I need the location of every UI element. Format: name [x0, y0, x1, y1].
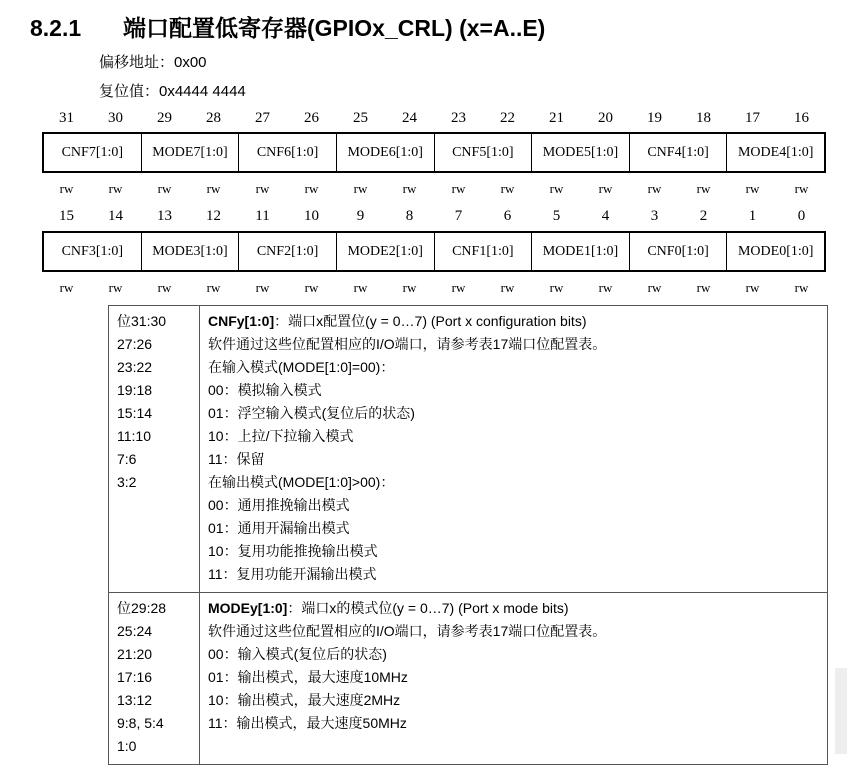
access-label: rw — [157, 280, 172, 295]
register-field: MODE1[1:0] — [532, 233, 630, 270]
bit-number: 23 — [451, 110, 466, 126]
cnf-heading: ：端口x配置位(y = 0…7) (Port x configuration bits) — [274, 313, 587, 329]
register-field: MODE3[1:0] — [142, 233, 240, 270]
register-field: CNF4[1:0] — [630, 134, 728, 171]
bit-number: 19 — [647, 110, 662, 126]
access-label: rw — [353, 181, 368, 196]
bit-range: 1:0 — [117, 738, 137, 754]
access-label: rw — [108, 181, 123, 196]
bit-range: 3:2 — [117, 474, 137, 490]
bit-range: 27:26 — [117, 336, 153, 352]
description-line: 00：通用推挽输出模式 — [208, 497, 350, 513]
bit-number: 7 — [454, 208, 463, 224]
description-line: 10：上拉/下拉输入模式 — [208, 428, 354, 444]
register-field: CNF6[1:0] — [239, 134, 337, 171]
access-label: rw — [353, 280, 368, 295]
register-field: MODE7[1:0] — [142, 134, 240, 171]
access-label: rw — [598, 181, 613, 196]
bit-number: 6 — [503, 208, 512, 224]
bit-number: 3 — [650, 208, 659, 224]
bit-numbers-high — [42, 110, 826, 127]
bit-range: 9:8, 5:4 — [117, 715, 164, 731]
bit-number: 11 — [255, 208, 270, 224]
access-label: rw — [157, 181, 172, 196]
access-label: rw — [549, 181, 564, 196]
description-line: 10：复用功能推挽输出模式 — [208, 543, 378, 559]
access-label: rw — [59, 181, 74, 196]
description-line: 01：输出模式，最大速度10MHz — [208, 669, 408, 685]
mode-name: MODEy[1:0] — [208, 600, 288, 616]
bit-number: 0 — [797, 208, 806, 224]
register-field: CNF3[1:0] — [44, 233, 142, 270]
register-field: CNF5[1:0] — [435, 134, 533, 171]
description-line: 10：输出模式，最大速度2MHz — [208, 692, 401, 708]
description-line: 在输出模式(MODE[1:0]>00)： — [208, 474, 395, 490]
section-title — [30, 10, 545, 43]
register-field: MODE0[1:0] — [737, 243, 814, 259]
description-line: 软件通过这些位配置相应的I/O端口，请参考表17端口位配置表。 — [208, 336, 607, 352]
access-label: rw — [500, 181, 515, 196]
bit-number: 4 — [601, 208, 610, 224]
description-line: 01：浮空输入模式(复位后的状态) — [208, 405, 415, 421]
offset-address: 偏移地址：0x00 — [99, 54, 207, 71]
bit-description-table — [108, 305, 828, 765]
register-field: CNF0[1:0] — [630, 233, 728, 270]
bit-range: 13:12 — [117, 692, 153, 708]
register-field: MODE6[1:0] — [337, 134, 435, 171]
register-fields-high — [42, 132, 826, 173]
description-line: 11：保留 — [208, 451, 265, 467]
register-fields-low — [42, 231, 826, 272]
bit-number: 1 — [748, 208, 757, 224]
access-label: rw — [745, 181, 760, 196]
bit-number: 16 — [794, 110, 809, 126]
description-line: 00：模拟输入模式 — [208, 382, 322, 398]
register-field: CNF1[1:0] — [435, 233, 533, 270]
description-line: 11：输出模式，最大速度50MHz — [208, 715, 407, 731]
access-label: rw — [794, 280, 809, 295]
access-label: rw — [549, 280, 564, 295]
bit-numbers-low — [42, 208, 826, 225]
section-number: 8.2.1 — [30, 15, 82, 41]
bit-number: 10 — [304, 208, 319, 224]
description-line: 软件通过这些位配置相应的I/O端口，请参考表17端口位配置表。 — [208, 623, 607, 639]
cnf-name: CNFy[1:0] — [208, 313, 275, 329]
bit-number: 9 — [356, 208, 365, 224]
mode-row — [109, 593, 828, 765]
bit-number: 22 — [500, 110, 515, 126]
bit-range: 位29:28 — [117, 600, 167, 616]
access-low — [42, 280, 826, 296]
bit-number: 8 — [405, 208, 414, 224]
access-label: rw — [696, 280, 711, 295]
bit-number: 17 — [745, 110, 760, 126]
bit-number: 12 — [206, 208, 221, 224]
access-label: rw — [304, 280, 319, 295]
bit-range: 21:20 — [117, 646, 153, 662]
bit-number: 5 — [552, 208, 561, 224]
bit-range: 7:6 — [117, 451, 137, 467]
description-line: 00：输入模式(复位后的状态) — [208, 646, 387, 662]
access-label: rw — [255, 280, 270, 295]
mode-heading: ：端口x的模式位(y = 0…7) (Port x mode bits) — [287, 600, 569, 616]
bit-number: 28 — [206, 110, 221, 126]
bit-range: 17:16 — [117, 669, 153, 685]
bit-number: 21 — [549, 110, 564, 126]
bit-number: 2 — [699, 208, 708, 224]
access-label: rw — [59, 280, 74, 295]
access-label: rw — [206, 181, 221, 196]
bit-range: 23:22 — [117, 359, 153, 375]
bit-number: 20 — [598, 110, 613, 126]
access-label: rw — [500, 280, 515, 295]
access-label: rw — [255, 181, 270, 196]
scrollbar[interactable] — [835, 668, 847, 754]
bit-number: 29 — [157, 110, 172, 126]
access-label: rw — [647, 181, 662, 196]
reset-value: 复位值：0x4444 4444 — [99, 83, 246, 100]
register-field: CNF7[1:0] — [44, 134, 142, 171]
cnf-row — [109, 306, 828, 593]
access-label: rw — [402, 280, 417, 295]
bit-number: 26 — [304, 110, 319, 126]
access-label: rw — [696, 181, 711, 196]
bit-number: 14 — [108, 208, 123, 224]
access-label: rw — [108, 280, 123, 295]
bit-range: 位31:30 — [117, 313, 167, 329]
access-label: rw — [647, 280, 662, 295]
register-field: CNF2[1:0] — [239, 233, 337, 270]
access-label: rw — [794, 181, 809, 196]
description-line: 在输入模式(MODE[1:0]=00)： — [208, 359, 395, 375]
bit-number: 25 — [353, 110, 368, 126]
bit-range: 11:10 — [117, 428, 151, 444]
register-field: MODE2[1:0] — [337, 233, 435, 270]
register-field: MODE4[1:0] — [737, 144, 814, 160]
bit-number: 27 — [255, 110, 270, 126]
bit-number: 24 — [402, 110, 417, 126]
access-label: rw — [304, 181, 319, 196]
bit-number: 30 — [108, 110, 123, 126]
section-heading: 端口配置低寄存器(GPIOx_CRL) (x=A..E) — [123, 15, 546, 41]
bit-range: 15:14 — [117, 405, 153, 421]
register-field: MODE5[1:0] — [532, 134, 630, 171]
access-high — [42, 181, 826, 197]
access-label: rw — [451, 280, 466, 295]
bit-number: 31 — [59, 110, 74, 126]
access-label: rw — [745, 280, 760, 295]
bit-number: 13 — [157, 208, 172, 224]
bit-range: 25:24 — [117, 623, 153, 639]
bit-range: 19:18 — [117, 382, 153, 398]
access-label: rw — [451, 181, 466, 196]
bit-number: 18 — [696, 110, 711, 126]
description-line: 11：复用功能开漏输出模式 — [208, 566, 377, 582]
description-line: 01：通用开漏输出模式 — [208, 520, 350, 536]
bit-number: 15 — [59, 208, 74, 224]
access-label: rw — [206, 280, 221, 295]
access-label: rw — [402, 181, 417, 196]
access-label: rw — [598, 280, 613, 295]
